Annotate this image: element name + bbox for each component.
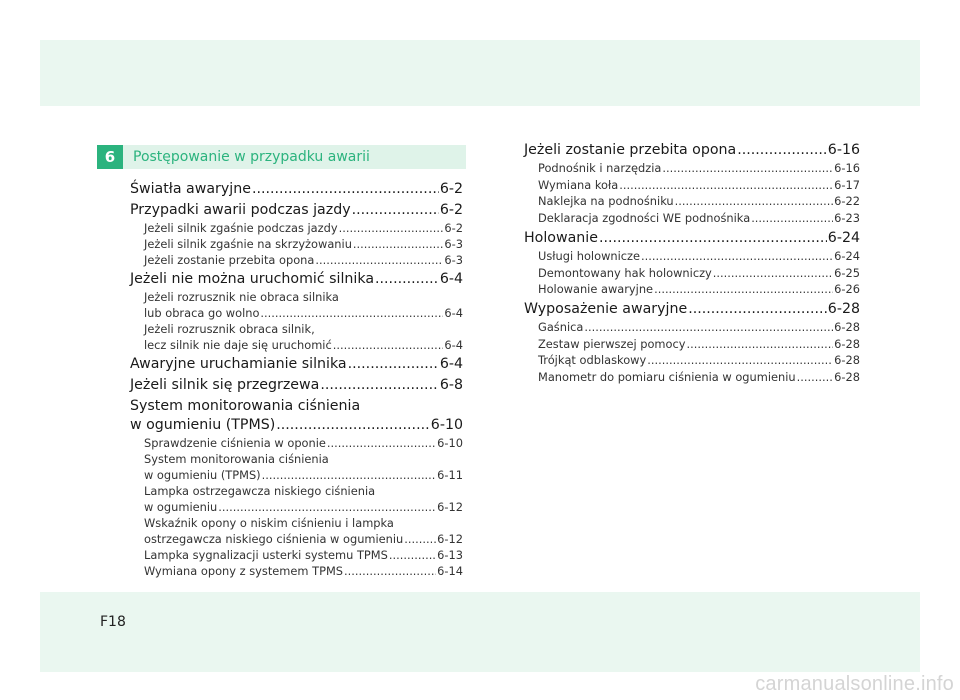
toc-entry-sub[interactable] <box>524 336 860 353</box>
toc-entry-page: 6-17 <box>834 177 860 192</box>
toc-entry-line <box>524 281 860 298</box>
toc-entry-label: Usługi holownicze <box>538 248 641 263</box>
page-number: F18 <box>100 614 126 630</box>
dot-leader <box>389 547 436 563</box>
toc-entry-line <box>130 201 463 220</box>
toc-entry-label: Awaryjne uruchamianie silnika <box>130 356 347 372</box>
dot-leader <box>218 499 436 515</box>
dot-leader <box>641 248 833 265</box>
toc-entry-page: 6-8 <box>439 377 463 393</box>
dot-leader <box>675 193 833 210</box>
chapter-title: Postępowanie w przypadku awarii <box>123 145 466 169</box>
toc-entry-page: 6-14 <box>437 564 463 578</box>
toc-entry-label-line: Jeżeli rozrusznik nie obraca silnika <box>144 290 339 304</box>
toc-entry-label-line: System monitorowania ciśnienia <box>144 452 329 466</box>
toc-entry-page: 6-12 <box>437 500 463 514</box>
toc-entry-page: 6-28 <box>834 319 860 334</box>
toc-entry-main[interactable] <box>130 270 463 289</box>
toc-entry-page: 6-3 <box>444 253 463 267</box>
toc-entry-line <box>130 547 463 563</box>
toc-entry-label: Jeżeli zostanie przebita opona <box>144 253 315 267</box>
toc-entry-sub[interactable] <box>130 321 463 353</box>
toc-entry-page: 6-4 <box>444 306 463 320</box>
dot-leader <box>688 300 827 319</box>
toc-entry-page: 6-16 <box>827 142 860 158</box>
dot-leader <box>315 252 443 268</box>
toc-entry-label: lecz silnik nie daje się uruchomić <box>144 338 332 352</box>
toc-entry-line <box>130 355 463 374</box>
toc-entry-page: 6-4 <box>439 356 463 372</box>
toc-entry-label: Jeżeli silnik zgaśnie na skrzyżowaniu <box>144 237 352 251</box>
dot-leader <box>404 531 436 547</box>
toc-entry-page: 6-2 <box>439 181 463 197</box>
toc-entry-label: lub obraca go wolno <box>144 306 260 320</box>
toc-entry-main[interactable] <box>130 397 463 435</box>
toc-entry-sub[interactable] <box>524 352 860 369</box>
toc-entry-label: Wymiana koła <box>538 177 619 192</box>
dot-leader <box>737 141 827 160</box>
toc-entry-sub[interactable] <box>130 547 463 563</box>
dot-leader <box>687 336 834 353</box>
dot-leader <box>252 180 439 199</box>
dot-leader <box>662 160 833 177</box>
toc-left-column <box>130 180 463 579</box>
toc-entry-page: 6-2 <box>439 202 463 218</box>
toc-entry-label: w ogumieniu (TPMS) <box>130 417 276 433</box>
toc-entry-line <box>130 180 463 199</box>
dot-leader <box>599 229 827 248</box>
toc-entry-sub[interactable] <box>524 177 860 194</box>
toc-right-column <box>524 141 860 386</box>
toc-entry-line <box>524 336 860 353</box>
toc-entry-line <box>524 248 860 265</box>
toc-entry-main[interactable] <box>524 300 860 319</box>
dot-leader <box>647 352 833 369</box>
toc-entry-sub[interactable] <box>524 265 860 282</box>
dot-leader <box>654 281 833 298</box>
dot-leader <box>339 220 444 236</box>
dot-leader <box>797 369 834 386</box>
toc-entry-label-line: System monitorowania ciśnienia <box>130 398 361 414</box>
toc-entry-sub[interactable] <box>130 451 463 483</box>
toc-entry-label: Gaśnica <box>538 319 584 334</box>
toc-entry-page: 6-24 <box>834 248 860 263</box>
toc-entry-page: 6-24 <box>827 229 860 246</box>
toc-entry-page: 6-23 <box>834 211 860 226</box>
toc-entry-label: Jeżeli silnik zgaśnie podczas jazdy <box>144 221 338 235</box>
bottom-band <box>40 592 920 672</box>
toc-entry-main[interactable] <box>524 141 860 160</box>
toc-entry-label: Lampka sygnalizacji usterki systemu TPMS <box>144 548 388 562</box>
toc-entry-sub[interactable] <box>130 435 463 451</box>
toc-entry-sub[interactable] <box>524 160 860 177</box>
toc-entry-label: Manometr do pomiaru ciśnienia w ogumieniu <box>538 370 796 385</box>
toc-entry-line <box>524 319 860 336</box>
dot-leader <box>262 467 437 483</box>
toc-entry-main[interactable] <box>524 229 860 248</box>
toc-entry-page: 6-28 <box>827 300 860 317</box>
toc-entry-label: Demontowany hak holowniczy <box>538 265 712 280</box>
toc-entry-label: Holowanie <box>524 229 598 246</box>
toc-entry-label: Jeżeli nie można uruchomić silnika <box>130 271 375 287</box>
toc-entry-page: 6-4 <box>444 338 463 352</box>
toc-entry-label: Naklejka na podnośniku <box>538 194 674 209</box>
toc-entry-label: w ogumieniu (TPMS) <box>144 468 261 482</box>
toc-entry-label: Wyposażenie awaryjne <box>524 300 688 317</box>
toc-entry-main[interactable] <box>130 355 463 374</box>
toc-entry-page: 6-28 <box>834 353 860 368</box>
dot-leader <box>344 563 436 579</box>
toc-entry-line <box>524 210 860 227</box>
toc-entry-label: Jeżeli silnik się przegrzewa <box>130 377 320 393</box>
toc-entry-page: 6-28 <box>834 370 860 385</box>
toc-entry-line <box>130 220 463 236</box>
toc-entry-label: Światła awaryjne <box>130 181 251 197</box>
toc-entry-sub[interactable] <box>130 289 463 321</box>
dot-leader <box>353 236 443 252</box>
toc-entry-label-line: Wskaźnik opony o niskim ciśnieniu i lampka <box>144 516 394 530</box>
toc-entry-sub[interactable] <box>130 236 463 252</box>
toc-entry-line <box>130 435 463 451</box>
dot-leader <box>276 416 430 435</box>
toc-entry-label: Holowanie awaryjne <box>538 282 654 297</box>
dot-leader <box>375 270 439 289</box>
toc-entry-line <box>130 416 463 435</box>
toc-entry-page: 6-10 <box>437 436 463 450</box>
toc-entry-label-line: Lampka ostrzegawcza niskiego ciśnienia <box>144 484 376 498</box>
toc-entry-page: 6-2 <box>444 221 463 235</box>
toc-entry-line <box>524 141 860 160</box>
toc-entry-line <box>130 270 463 289</box>
toc-entry-sub[interactable] <box>524 281 860 298</box>
dot-leader <box>713 265 833 282</box>
toc-entry-page: 6-26 <box>834 282 860 297</box>
toc-entry-label: Sprawdzenie ciśnienia w oponie <box>144 436 326 450</box>
dot-leader <box>584 319 833 336</box>
toc-entry-sub[interactable] <box>524 248 860 265</box>
top-band <box>40 40 920 106</box>
toc-entry-line <box>524 160 860 177</box>
toc-entry-page: 6-12 <box>437 532 463 546</box>
dot-leader <box>619 177 833 194</box>
toc-entry-sub[interactable] <box>130 563 463 579</box>
toc-entry-line <box>130 467 463 483</box>
toc-entry-page: 6-28 <box>834 336 860 351</box>
dot-leader <box>333 337 444 353</box>
toc-entry-sub[interactable] <box>130 515 463 547</box>
toc-entry-sub[interactable] <box>130 252 463 268</box>
toc-entry-page: 6-10 <box>430 417 463 433</box>
toc-entry-line <box>130 236 463 252</box>
toc-entry-label: Jeżeli zostanie przebita opona <box>524 142 737 158</box>
toc-entry-page: 6-4 <box>439 271 463 287</box>
chapter-header <box>97 145 466 169</box>
watermark: carmanualsonline.info <box>755 673 954 695</box>
toc-entry-line <box>130 305 463 321</box>
toc-entry-line <box>524 229 860 248</box>
toc-entry-line <box>524 177 860 194</box>
toc-entry-page: 6-25 <box>834 265 860 280</box>
toc-entry-sub[interactable] <box>524 210 860 227</box>
dot-leader <box>751 210 833 227</box>
toc-entry-label: w ogumieniu <box>144 500 218 514</box>
toc-entry-line <box>130 376 463 395</box>
chapter-number: 6 <box>97 145 123 169</box>
toc-entry-label: Zestaw pierwszej pomocy <box>538 336 686 351</box>
toc-entry-line <box>524 265 860 282</box>
toc-entry-line <box>130 252 463 268</box>
toc-entry-line <box>130 563 463 579</box>
toc-entry-line <box>524 193 860 210</box>
toc-entry-sub[interactable] <box>130 220 463 236</box>
dot-leader <box>320 376 438 395</box>
toc-entry-line <box>524 300 860 319</box>
toc-entry-sub[interactable] <box>524 319 860 336</box>
toc-entry-label: Podnośnik i narzędzia <box>538 161 662 175</box>
toc-entry-line <box>130 531 463 547</box>
toc-entry-page: 6-13 <box>437 548 463 562</box>
toc-entry-sub[interactable] <box>524 369 860 386</box>
toc-entry-label: Przypadki awarii podczas jazdy <box>130 202 351 218</box>
toc-entry-label: Wymiana opony z systemem TPMS <box>144 564 344 578</box>
toc-entry-main[interactable] <box>130 180 463 199</box>
toc-entry-line <box>130 337 463 353</box>
dot-leader <box>327 435 436 451</box>
toc-entry-line <box>130 499 463 515</box>
toc-entry-line <box>524 352 860 369</box>
dot-leader <box>260 305 443 321</box>
toc-entry-page: 6-22 <box>834 194 860 209</box>
toc-entry-page: 6-16 <box>834 161 860 175</box>
toc-entry-line <box>524 369 860 386</box>
toc-entry-main[interactable] <box>130 376 463 395</box>
toc-entry-label: Deklaracja zgodności WE podnośnika <box>538 211 751 226</box>
toc-entry-main[interactable] <box>130 201 463 220</box>
toc-entry-sub[interactable] <box>130 483 463 515</box>
dot-leader <box>348 355 439 374</box>
dot-leader <box>352 201 439 220</box>
toc-entry-label-line: Jeżeli rozrusznik obraca silnik, <box>144 322 315 336</box>
toc-entry-page: 6-3 <box>444 237 463 251</box>
toc-entry-label: Trójkąt odblaskowy <box>538 353 647 368</box>
toc-entry-label: ostrzegawcza niskiego ciśnienia w ogumieniu <box>144 532 404 546</box>
toc-entry-sub[interactable] <box>524 193 860 210</box>
toc-entry-page: 6-11 <box>437 468 463 482</box>
